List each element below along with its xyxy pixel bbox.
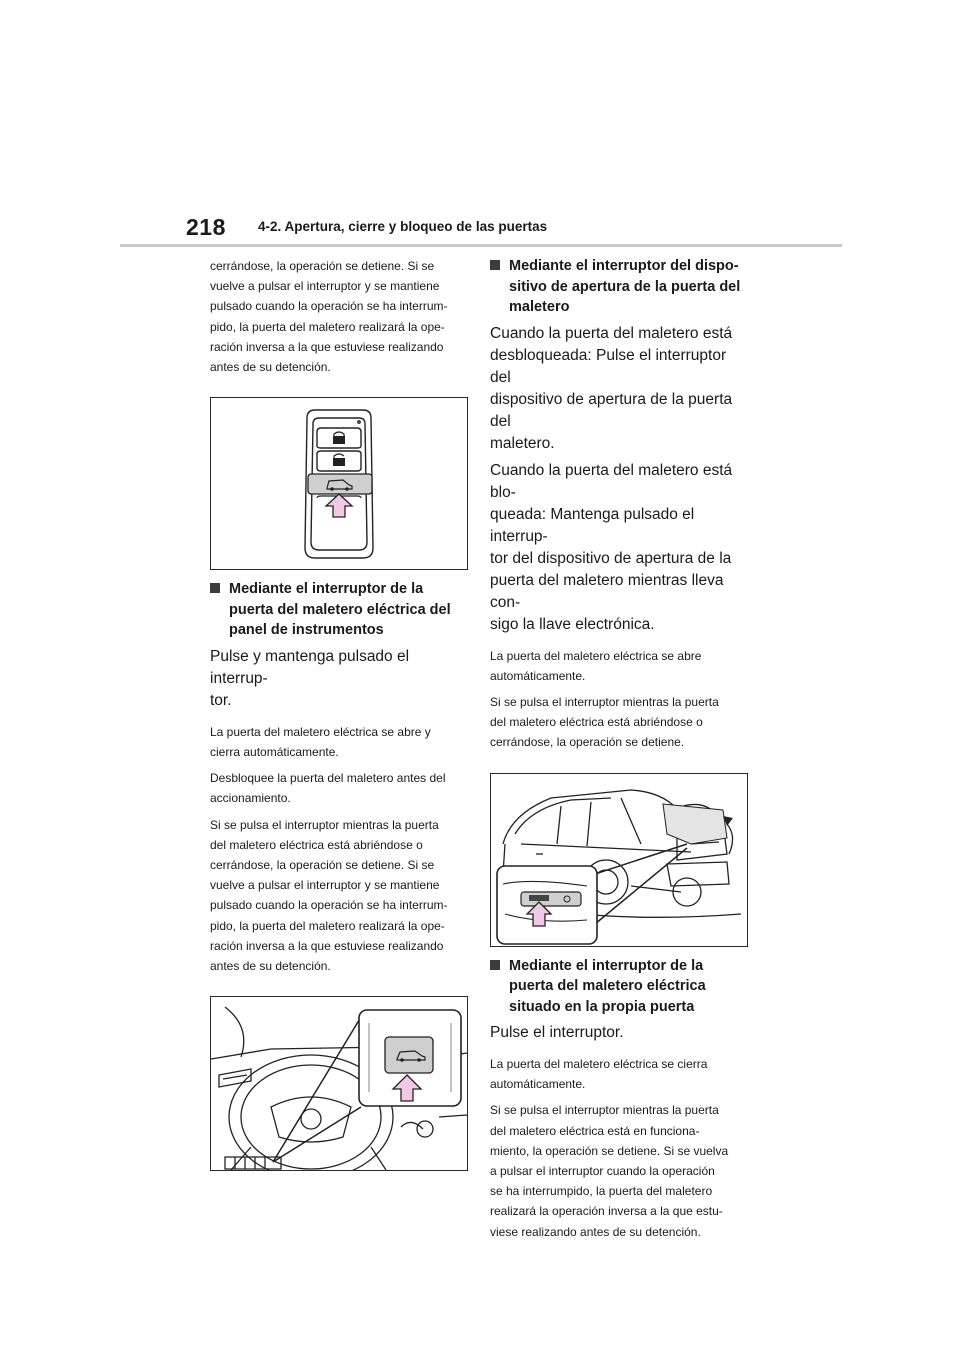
note-paragraph [490, 1054, 748, 1094]
instruction-paragraph [490, 323, 748, 455]
section-heading-back-door-opener [490, 256, 748, 318]
text-line: ración inversa a la que estuviese realizando [210, 339, 444, 354]
text-line: cierra automáticamente. [210, 744, 339, 759]
section-heading-back-door-switch [490, 956, 748, 1018]
smart-key-figure [210, 397, 468, 570]
heading-line: puerta del maletero eléctrica [509, 978, 706, 995]
text-line: sigo la llave electrónica. [490, 615, 655, 633]
text-line: Pulse el interruptor. [490, 1024, 624, 1042]
heading-line: situado en la propia puerta [509, 998, 695, 1015]
text-line: La puerta del maletero eléctrica se cierra [490, 1057, 708, 1072]
text-line: miento, la operación se detiene. Si se vuelva [490, 1143, 729, 1158]
right-column [490, 256, 748, 1242]
text-line: Si se pulsa el interruptor mientras la puerta [490, 694, 719, 709]
square-bullet-icon [490, 260, 500, 270]
instrument-panel-illustration [211, 997, 467, 1170]
text-line: pido, la puerta del maletero realizará la ope- [210, 918, 445, 933]
note-paragraph [210, 768, 468, 808]
section-heading-instrument-panel [210, 579, 468, 641]
section-title: 4-2. Apertura, cierre y bloqueo de las puertas [258, 219, 548, 234]
text-line: Cuando la puerta del maletero está blo- [490, 461, 733, 501]
heading-line: maletero [509, 299, 570, 315]
text-line: cerrándose, la operación se detiene. Si se [210, 857, 435, 872]
text-line: Si se pulsa el interruptor mientras la puerta [490, 1103, 719, 1118]
heading-line: Mediante el interruptor de la [229, 581, 424, 598]
text-line: Cuando la puerta del maletero está [490, 324, 733, 342]
instruction-paragraph [210, 646, 468, 712]
smart-key-illustration [211, 398, 467, 569]
text-line: se ha interrumpido, la puerta del maletero [490, 1184, 713, 1199]
text-line: pido, la puerta del maletero realizará la ope- [210, 319, 445, 334]
instruction-paragraph [490, 1022, 748, 1044]
back-door-switch [385, 1037, 433, 1073]
heading-line: panel de instrumentos [229, 622, 384, 639]
text-line: Pulse y mantenga pulsado el interrup- [210, 647, 410, 687]
text-line: viese realizando antes de su detención. [490, 1224, 701, 1239]
text-line: accionamiento. [210, 791, 291, 806]
text-line: ración inversa a la que estuviese realizando [210, 938, 444, 953]
instruction-paragraph [490, 460, 748, 636]
text-line: tor. [210, 691, 232, 709]
text-line: pulsado cuando la operación se ha interrum- [210, 299, 448, 314]
text-line: maletero. [490, 434, 555, 452]
text-line: antes de su detención. [210, 958, 331, 973]
square-bullet-icon [210, 583, 220, 593]
text-line: vuelve a pulsar el interruptor y se mantiene [210, 878, 440, 893]
text-line: realizará la operación inversa a la que estu- [490, 1204, 723, 1219]
text-line: Si se pulsa el interruptor mientras la puerta [210, 817, 439, 832]
text-line: La puerta del maletero eléctrica se abre [490, 648, 702, 663]
text-line: del maletero eléctrica está abriéndose o [210, 837, 423, 852]
note-paragraph [490, 1100, 748, 1241]
text-line: del maletero eléctrica está en funciona- [490, 1123, 700, 1138]
left-column [210, 256, 468, 1171]
text-line: antes de su detención. [210, 360, 331, 375]
text-line: automáticamente. [490, 1077, 586, 1092]
instrument-panel-figure [210, 996, 468, 1171]
note-paragraph [490, 646, 748, 686]
text-line: tor del dispositivo de apertura de la [490, 549, 732, 567]
text-line: queada: Mantenga pulsado el interrup- [490, 505, 695, 545]
heading-line: Mediante el interruptor del dispo- [509, 258, 739, 274]
text-line: vuelve a pulsar el interruptor y se mantiene [210, 279, 440, 294]
text-line: pulsado cuando la operación se ha interrum- [210, 898, 448, 913]
note-paragraph [490, 692, 748, 753]
text-line: dispositivo de apertura de la puerta del [490, 390, 733, 430]
note-paragraph [210, 722, 468, 762]
text-line: del maletero eléctrica está abriéndose o [490, 715, 703, 730]
page-number: 218 [186, 214, 226, 240]
header-rule [120, 244, 842, 247]
heading-line: Mediante el interruptor de la [509, 957, 704, 974]
text-line: Desbloquee la puerta del maletero antes del [210, 771, 446, 786]
text-line: puerta del maletero mientras lleva con- [490, 571, 724, 611]
intro-paragraph [210, 256, 468, 377]
square-bullet-icon [490, 960, 500, 970]
note-paragraph [210, 815, 468, 977]
rear-door-figure [490, 773, 748, 947]
heading-line: sitivo de apertura de la puerta del [509, 278, 741, 295]
text-line: desbloqueada: Pulse el interruptor del [490, 346, 727, 386]
text-line: automáticamente. [490, 668, 586, 683]
heading-line: puerta del maletero eléctrica del [229, 601, 451, 618]
press-arrow-icon [326, 494, 352, 517]
text-line: La puerta del maletero eléctrica se abre y [210, 724, 431, 739]
text-line: cerrándose, la operación se detiene. [490, 735, 685, 750]
rear-door-illustration [491, 774, 747, 946]
back-door-button [308, 474, 372, 494]
text-line: cerrándose, la operación se detiene. Si se [210, 259, 435, 273]
text-line: a pulsar el interruptor cuando la operación [490, 1164, 715, 1179]
